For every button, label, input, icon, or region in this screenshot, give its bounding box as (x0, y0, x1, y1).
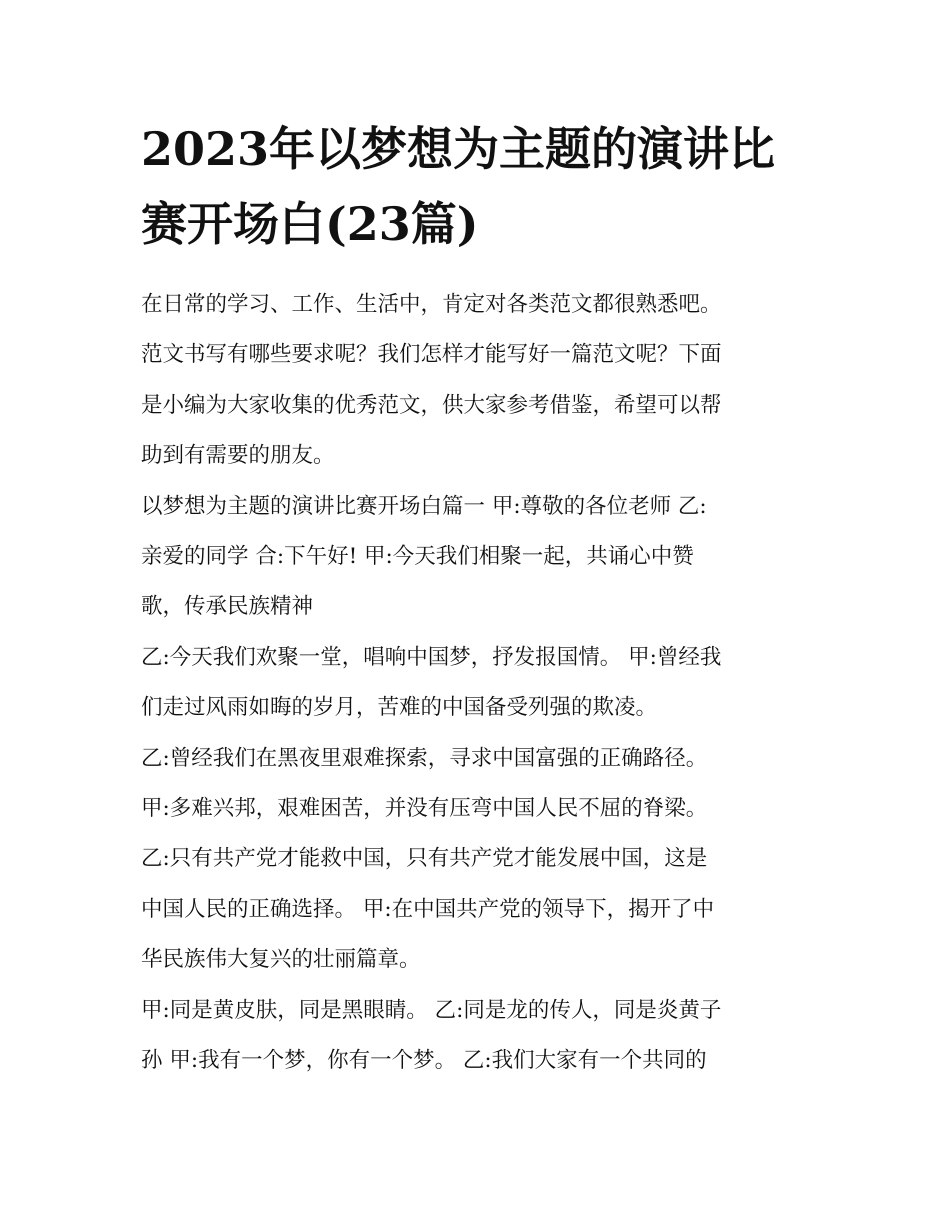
text-line: 以梦想为主题的演讲比赛开场白篇一 甲:尊敬的各位老师 乙: (141, 493, 707, 519)
document-title (141, 112, 821, 262)
text-line: 助到有需要的朋友。 (141, 443, 335, 469)
text-line: 歌，传承民族精神 (141, 594, 314, 620)
text-line: 中国人民的正确选择。 甲:在中国共产党的领导下，揭开了中 (141, 896, 715, 922)
paragraph (141, 834, 831, 985)
text-line: 乙:曾经我们在黑夜里艰难探索，寻求中国富强的正确路径。 (141, 745, 708, 771)
text-line: 华民族伟大复兴的壮丽篇章。 (141, 947, 421, 973)
title-line: 赛开场白(23篇) (141, 197, 479, 251)
text-line: 乙:今天我们欢聚一堂，唱响中国梦，抒发报国情。 甲:曾经我 (141, 644, 722, 670)
text-line: 范文书写有哪些要求呢？我们怎样才能写好一篇范文呢？下面 (141, 342, 722, 368)
text-line: 是小编为大家收集的优秀范文，供大家参考借鉴，希望可以帮 (141, 392, 722, 418)
text-line: 甲:同是黄皮肤，同是黑眼睛。 乙:同是龙的传人，同是炎黄子 (141, 997, 722, 1023)
title-line: 2023年以梦想为主题的演讲比 (141, 122, 776, 176)
paragraph (141, 784, 831, 834)
text-line: 孙 甲:我有一个梦，你有一个梦。 乙:我们大家有一个共同的 (141, 1048, 707, 1074)
paragraph-intro (141, 280, 831, 482)
paragraph (141, 734, 831, 784)
paragraph-section-one (141, 482, 831, 633)
text-line: 乙:只有共产党才能救中国，只有共产党才能发展中国，这是 (141, 846, 708, 872)
text-line: 甲:多难兴邦，艰难困苦，并没有压弯中国人民不屈的脊梁。 (141, 796, 708, 822)
text-line: 在日常的学习、工作、生活中，肯定对各类范文都很熟悉吧。 (141, 292, 722, 317)
document-body (141, 280, 831, 1087)
text-line: 亲爱的同学 合:下午好! 甲:今天我们相聚一起，共诵心中赞 (141, 544, 694, 570)
paragraph (141, 986, 831, 1087)
text-line: 们走过风雨如晦的岁月，苦难的中国备受列强的欺凌。 (141, 695, 658, 721)
paragraph (141, 633, 831, 734)
